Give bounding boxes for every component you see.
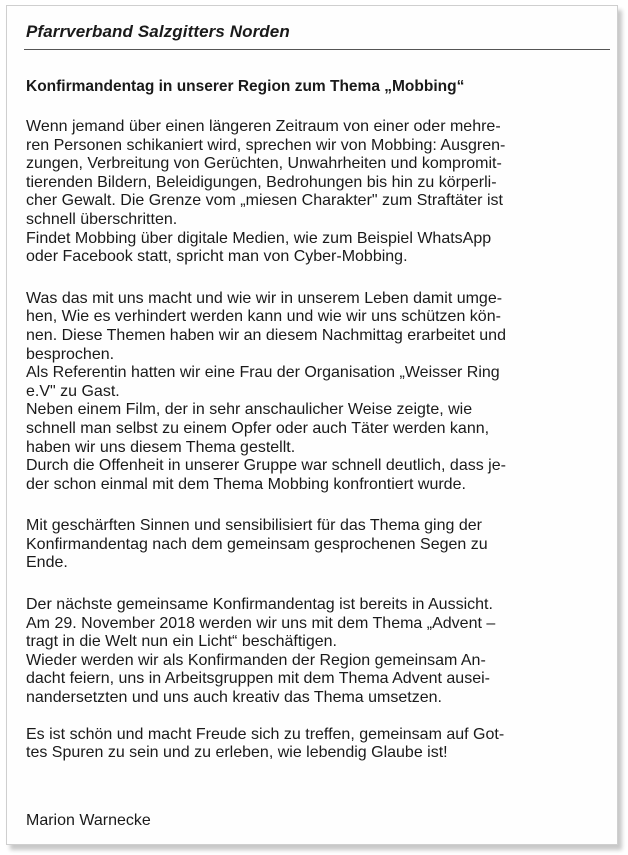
text-line: zungen, Verbreitung von Gerüchten, Unwahrheiten und kompromit-: [26, 155, 502, 173]
text-line: Was das mit uns macht und wie wir in unserem Leben damit umge-: [26, 289, 503, 307]
text-line: cher Gewalt. Die Grenze vom „miesen Charakter" zum Straftäter ist: [26, 192, 503, 210]
paragraph-3: [26, 517, 581, 573]
author-signature: Marion Warnecke: [26, 812, 151, 829]
text-line: schnell man selbst zu einem Opfer oder auch Täter werden kann,: [26, 419, 490, 437]
paragraph-2: [26, 290, 581, 495]
text-line: Wenn jemand über einen längeren Zeitraum von einer oder mehre-: [26, 118, 501, 135]
text-line: tierenden Bildern, Beleidigungen, Bedrohungen bis hin zu körperli-: [26, 173, 497, 191]
text-line: tragt in die Welt nun ein Licht“ beschäftigen.: [26, 633, 337, 651]
text-line: Konfirmandentag nach dem gemeinsam gesprochenen Segen zu: [26, 535, 488, 553]
text-line: e.V" zu Gast.: [26, 382, 120, 400]
text-line: Neben einem Film, der in sehr anschaulicher Weise zeigte, wie: [26, 401, 473, 419]
text-line: besprochen.: [26, 345, 115, 363]
newsletter-header: Pfarrverband Salzgitters Norden: [26, 22, 290, 41]
text-line: dacht feiern, uns in Arbeitsgruppen mit dem Thema Advent ausei-: [26, 670, 490, 688]
text-line: oder Facebook statt, spricht man von Cyber-Mobbing.: [26, 248, 408, 266]
text-line: nen. Diese Themen haben wir an diesem Nachmittag erarbeitet und: [26, 326, 506, 344]
text-line: nandersetzten und uns auch kreativ das Thema umsetzen.: [26, 689, 442, 707]
paragraph-4: [26, 596, 581, 708]
text-line: Wieder werden wir als Konfirmanden der Region gemeinsam An-: [26, 651, 486, 669]
text-line: haben wir uns diesem Thema gestellt.: [26, 438, 296, 456]
text-line: Es ist schön und macht Freude sich zu treffen, gemeinsam auf Got-: [26, 725, 505, 743]
paragraph-1: [26, 118, 581, 267]
text-line: schnell überschritten.: [26, 210, 178, 228]
article-body: [26, 118, 581, 763]
text-line: hen, Wie es verhindert werden kann und wie wir uns schützen kön-: [26, 308, 501, 326]
text-line: ren Personen schikaniert wird, sprechen wir von Mobbing: Ausgren-: [26, 136, 506, 154]
text-line: Mit geschärften Sinnen und sensibilisiert für das Thema ging der: [26, 517, 482, 535]
text-line: Der nächste gemeinsame Konfirmandentag ist bereits in Aussicht.: [26, 596, 493, 614]
text-line: Am 29. November 2018 werden wir uns mit dem Thema „Advent –: [26, 614, 496, 632]
text-line: der schon einmal mit dem Thema Mobbing konfrontiert wurde.: [26, 475, 466, 493]
text-line: Ende.: [26, 554, 68, 572]
text-line: Findet Mobbing über digitale Medien, wie zum Beispiel WhatsApp: [26, 229, 492, 247]
text-line: Durch die Offenheit in unserer Gruppe war schnell deutlich, dass je-: [26, 457, 506, 475]
header-divider: [24, 49, 610, 50]
text-line: tes Spuren zu sein und zu erleben, wie lebendig Glaube ist!: [26, 744, 448, 762]
paragraph-5: [26, 726, 581, 763]
article-title: Konfirmandentag in unserer Region zum Thema „Mobbing“: [26, 78, 465, 95]
text-line: Als Referentin hatten wir eine Frau der Organisation „Weisser Ring: [26, 364, 500, 382]
